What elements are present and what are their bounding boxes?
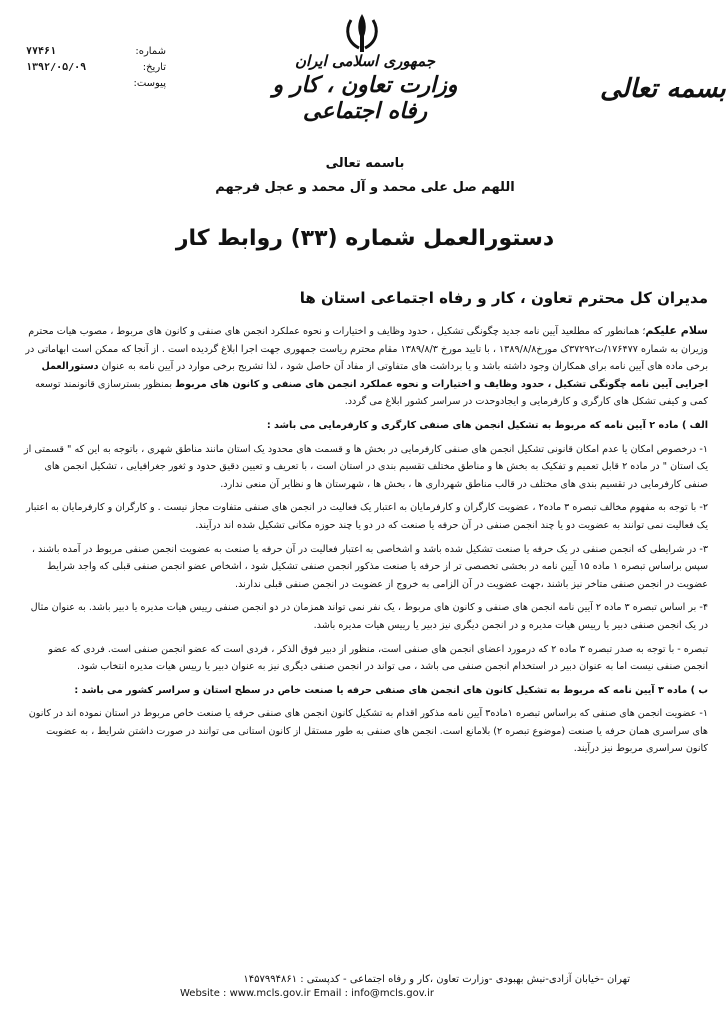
intro-paragraph (24, 322, 708, 411)
letter-meta (26, 44, 166, 92)
footer (120, 973, 630, 1001)
item-4: ۴- بر اساس تبصره ۳ ماده ۲ آیین نامه انجمن های صنفی و کانون های مربوط ، یک نفر نمی تواند همزمان در دو انجمن صنفی رییس هیات مدیره یا دبیر باشد. به عنوان مثال در یک انجمن صنفی دبیر یا رییس هیات مدیره و در انجمن دیگری نیز دبیر یا رییس هیات مدیره باشد. (30, 602, 708, 631)
item-2: ۲- با توجه به مفهوم مخالف تبصره ۳ ماده۲ ، عضویت کارگران و کارفرمایان به اعتبار یک فعالیت در انجمن های صنفی متفاوت مجاز نیست . و کارگران و کارفرمایان به اعتبار یک فعالیت نمی توانند به عضویت دو یا چند انجمن صنفی در آن حرفه یا صنعت که در دو یا چند حوزه مکانی تشکیل شده اند درآیند. (26, 502, 708, 531)
addressee: مدیران کل محترم تعاون ، کار و رفاه اجتماعی استان ها (299, 289, 708, 307)
number-row (26, 44, 166, 60)
intro-tail: بمنظور بسترسازی قانونمند توسعه کمی و کیفی تشکل های کارگری و کارفرمایی و ایجادوحدت در سراسر کشور ابلاغ می گردد. (35, 378, 708, 408)
section-a-heading: الف ) ماده ۲ آیین نامه که مربوط به تشکیل انجمن های صنفی کارگری و کارفرمایی می باشد : (266, 419, 708, 431)
number-label: شماره: (135, 46, 166, 57)
document-title: دستورالعمل شماره (۳۳) روابط کار (175, 226, 555, 251)
item-b1: ۱- عضویت انجمن های صنفی که براساس تبصره ۱ماده۳ آیین نامه مذکور اقدام به تشکیل کانون انجمن های صنفی حرفه یا صنعت خاص مربوط در استان نموده اند در کانون های سراسری همان حرفه یا صنعت (موضوع تبصره ۲) بلامانع است. انجمن های صنفی به طور مستقل از کانون استانی می توانند در صورت داشتن شرایط ، به عضویت کانون سراسری مربوط نیز درآیند. (28, 708, 708, 755)
letter-body (24, 322, 708, 764)
salawat: اللهم صل علی محمد و آل محمد و عجل فرجهم (215, 180, 515, 195)
corner-invocation: بسمه تعالی (600, 74, 726, 104)
intro-bold: دستورالعمل اجرایی آیین نامه چگونگی تشکیل ، حدود وظایف و اختیارات و نحوه عملکرد انجمن های صنفی و کانون های مربوط (41, 361, 708, 390)
item-1: ۱- درخصوص امکان یا عدم امکان قانونی تشکیل انجمن های صنفی کارفرمایی در بخش ها و قسمت های محدود یک استان مانند مناطق شهری ، باتوجه به این که " قسمتی از یک استان " در ماده ۲ قابل تعمیم و تفکیک به بخش ها و مناطق مختلف تقسیم بندی در استان است ، با تعریف و تعیین دقیق حدود و ثغور جغرافیایی ، تشکیل انجمن های صنفی کارفرمایی در تقسیم بندی های مختلف در قالب مناطق شهرداری ها ، بخش ها ، شهرستان ها و نظایر آن منعی ندارد. (24, 443, 708, 490)
iran-emblem-icon (339, 10, 385, 56)
invocation: باسمه تعالی (325, 156, 405, 171)
country-name: جمهوری اسلامی ایران (294, 52, 436, 70)
attachment-label: پیوست: (133, 78, 166, 89)
item-3: ۳- در شرایطی که انجمن صنفی در یک حرفه یا صنعت تشکیل شده باشد و اشخاصی به اعتبار فعالیت در آن حرفه یا صنعت به عضویت انجمن صنفی مربوط در آمده باشند ، سپس براساس تبصره ۱ ماده ۱۵ آیین نامه در بخشی تخصصی تر از حرفه یا صنعت مذکور انجمن صنفی تشکیل شود ، اشخاص عضو انجمن صنفی قبلی که واجد شرایط عضویت در انجمن صنفی متاخر نیز باشند ،جهت عضویت در آن الزامی به خروج از عضویت در انجمن صنفی قبلی ندارند. (31, 543, 708, 590)
section-b-heading: ب ) ماده ۳ آیین نامه که مربوط به تشکیل کانون های انجمن های صنفی حرفه یا صنعت خاص در سطح استان و سراسر کشور می باشد : (74, 684, 708, 696)
date-row (26, 60, 166, 76)
number-value: ۷۷۴۶۱ (26, 46, 57, 57)
attachment-row (26, 76, 166, 92)
intro-text: ؛ همانطور که مطلعید آیین نامه جدید چگونگی تشکیل ، حدود وظایف و اختیارات و نحوه عملکرد انجمن های صنفی و کانون های مربوط ، مصوب هیات محترم وزیران به شماره ۱۷۶۴۷۷/ت۳۷۲۹۲ک مورخ۱۳۸۹/۸/۸ ، با تایید مورخ ۱۳۸۹/۸/۳ مقام محترم ریاست جمهوری جهت اجرا ابلاغ گردیده است . از آنجا که ممکن است ابهاماتی در برخی ماده های آیین نامه برای همکاران وجود داشته باشد و یا برداشت های متفاوتی از مفاد آن حاصل شود ، لذا تشریح برخی موارد در آیین نامه به عنوان (25, 326, 708, 373)
date-label: تاریخ: (142, 62, 166, 73)
footer-address: تهران -خیابان آزادی-نبش بهبودی -وزارت تعاون ،کار و رفاه اجتماعی - کدپستی : ۱۴۵۷۹۹۴۸۶۱ (243, 974, 630, 985)
date-value: ۱۳۹۲/۰۵/۰۹ (26, 62, 87, 73)
footer-website: Website : www.mcls.gov.ir Email : info@mcls.gov.ir (180, 988, 434, 999)
ministry-header (250, 52, 480, 124)
note: تبصره - با توجه به صدر تبصره ۳ ماده ۲ که درمورد اعضای انجمن های صنفی است، منظور از دبیر فوق الذکر ، فردی است که عضو انجمن صنفی است. فردی که عضو انجمن صنفی نیست اما به عنوان دبیر در استخدام انجمن صنفی می باشد ، می تواند در انجمن صنفی دیگری نیز به عنوان دبیر یا رییس هیات مدیره انتخاب شود. (48, 643, 708, 673)
ministry-name: وزارت تعاون ، کار و رفاه اجتماعی (272, 72, 458, 124)
greeting: سلام علیکم (645, 324, 708, 337)
